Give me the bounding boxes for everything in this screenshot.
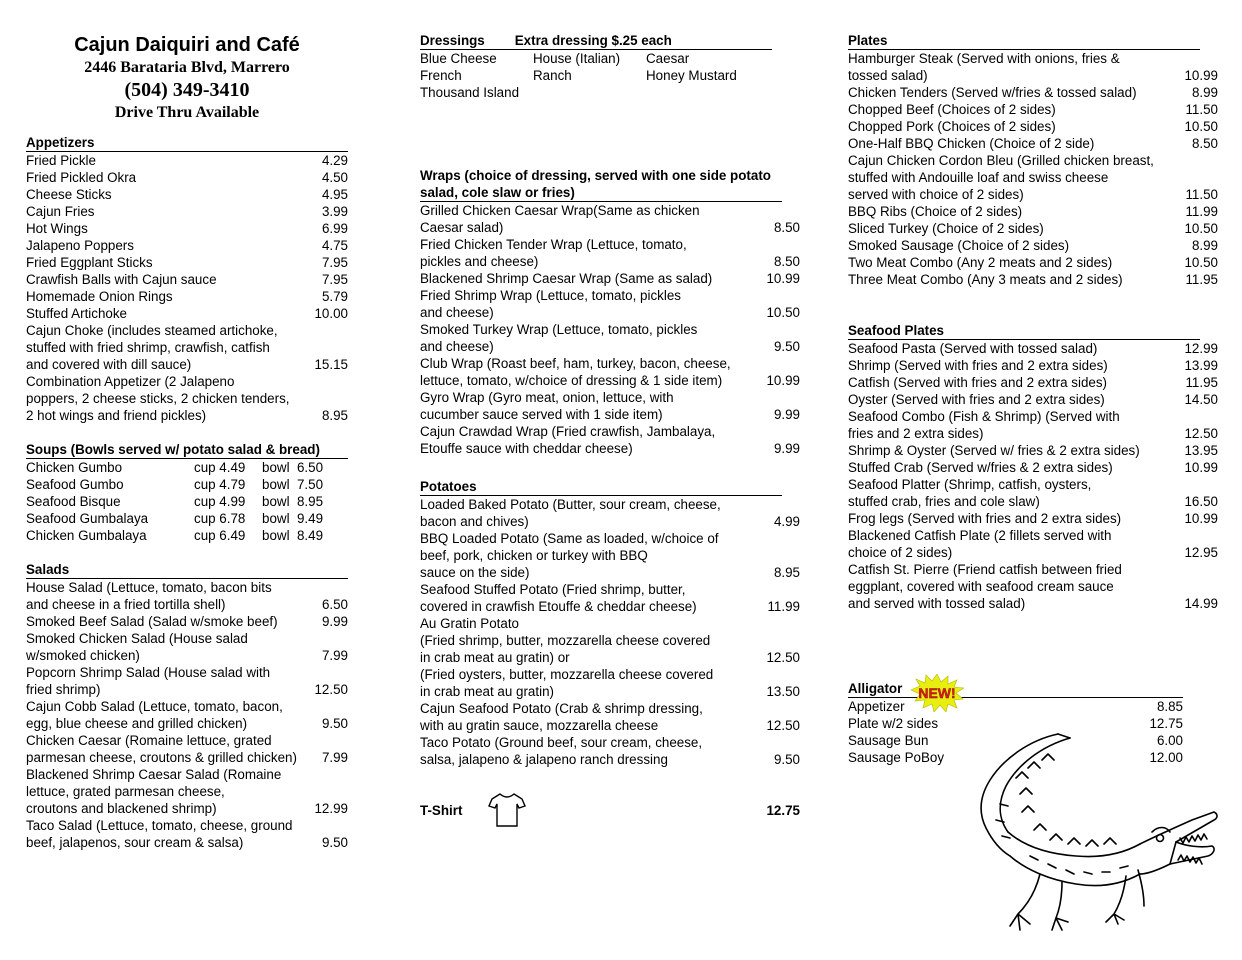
dressing-option: Blue Cheese [420, 51, 497, 66]
menu-item [848, 698, 1183, 715]
item-price: 10.99 [1184, 68, 1218, 83]
section-title: Potatoes [420, 478, 782, 496]
section-title: Salads [26, 561, 348, 579]
item-name: Club Wrap (Roast beef, ham, turkey, bacon, cheese, lettuce, tomato, w/choice of dressing & 1 side item) [420, 356, 731, 388]
item-price: 12.50 [766, 650, 800, 665]
item-price: 11.50 [1185, 102, 1218, 117]
item-price: 4.50 [321, 170, 348, 185]
restaurant-header [26, 32, 348, 124]
menu-item [26, 664, 348, 698]
menu-item [848, 271, 1218, 288]
tshirt-label: T-Shirt [420, 802, 463, 818]
item-name: BBQ Loaded Potato (Same as loaded, w/choice of beef, pork, chicken or turkey with BBQ sauce on the side) [420, 531, 719, 580]
section-title [420, 32, 772, 50]
menu-item [420, 700, 800, 734]
item-price: 12.00 [1149, 750, 1183, 765]
drive-thru-note: Drive Thru Available [114, 104, 260, 121]
menu-item [420, 202, 800, 236]
dressing-row [420, 84, 800, 101]
item-name: Fried Pickle [26, 153, 96, 168]
item-price: 8.95 [321, 408, 348, 423]
soup-item [26, 459, 348, 476]
item-price: 9.99 [773, 407, 800, 422]
item-price: 4.99 [773, 514, 800, 529]
item-price: 15.15 [314, 357, 348, 372]
soup-bowl-price: bowl 8.95 [262, 494, 324, 509]
soup-bowl-price: bowl 9.49 [262, 511, 324, 526]
item-price: 11.95 [1185, 375, 1218, 390]
section-title: Appetizers [26, 134, 348, 152]
item-price: 14.50 [1184, 392, 1218, 407]
item-name: One-Half BBQ Chicken (Choice of 2 side) [848, 136, 1095, 151]
dressing-option: Caesar [646, 51, 690, 66]
menu-item [848, 152, 1218, 203]
item-price: 8.50 [773, 220, 800, 235]
menu-column-right [848, 32, 1220, 783]
menu-item [848, 50, 1218, 84]
restaurant-name: Cajun Daiquiri and Café [74, 34, 300, 56]
item-name: Chopped Pork (Choices of 2 sides) [848, 119, 1056, 134]
section-title: Plates [848, 32, 1200, 50]
menu-item [420, 270, 800, 287]
alligator-illustration [930, 724, 1222, 938]
item-name: Taco Potato (Ground beef, sour cream, cheese, salsa, jalapeno & jalapeno ranch dressing [420, 735, 703, 767]
item-name: BBQ Ribs (Choice of 2 sides) [848, 204, 1023, 219]
item-name: Hamburger Steak (Served with onions, fries & tossed salad) [848, 51, 1120, 83]
item-price: 10.50 [766, 305, 800, 320]
item-name: Gyro Wrap (Gyro meat, onion, lettuce, with cucumber sauce served with 1 side item) [420, 390, 674, 422]
menu-item [26, 698, 348, 732]
item-name: (Fried oysters, butter, mozzarella cheese covered in crab meat au gratin) [420, 667, 714, 699]
menu-item [26, 271, 348, 288]
soup-bowl-price: bowl 8.49 [262, 528, 324, 543]
menu-item [26, 613, 348, 630]
item-price: 9.50 [321, 716, 348, 731]
item-name: Cajun Choke (includes steamed artichoke, stuffed with fried shrimp, crawfish, catfish and covered with dill sauce) [26, 323, 278, 372]
menu-item [848, 442, 1218, 459]
dressing-row [420, 50, 800, 67]
menu-item [420, 581, 800, 615]
dressing-option: Honey Mustard [646, 68, 737, 83]
item-name: Cajun Seafood Potato (Crab & shrimp dressing, with au gratin sauce, mozzarella cheese [420, 701, 703, 733]
item-price: 12.99 [314, 801, 348, 816]
item-price: 8.99 [1191, 85, 1218, 100]
item-name: Two Meat Combo (Any 2 meats and 2 sides) [848, 255, 1113, 270]
item-price: 9.50 [773, 752, 800, 767]
item-price: 8.95 [773, 565, 800, 580]
item-price: 9.99 [321, 614, 348, 629]
menu-item [26, 186, 348, 203]
item-price: 9.50 [321, 835, 348, 850]
menu-item [420, 632, 800, 666]
item-price: 12.50 [314, 682, 348, 697]
menu-item [26, 766, 348, 817]
item-price: 10.50 [1184, 221, 1218, 236]
item-price: 12.50 [766, 718, 800, 733]
item-price: 16.50 [1184, 494, 1218, 509]
item-name: Appetizer [848, 699, 905, 714]
item-price: 8.50 [773, 254, 800, 269]
menu-item [26, 305, 348, 322]
menu-section [420, 167, 800, 457]
item-name: Popcorn Shrimp Salad (House salad with fried shrimp) [26, 665, 271, 697]
menu-item [26, 322, 348, 373]
item-name: Blackened Shrimp Caesar Wrap (Same as salad) [420, 271, 713, 286]
item-name: Hot Wings [26, 221, 88, 236]
soup-bowl-price: bowl 6.50 [262, 460, 324, 475]
item-price: 9.50 [773, 339, 800, 354]
section-title: Soups (Bowls served w/ potato salad & bread) [26, 441, 348, 459]
item-name: Homemade Onion Rings [26, 289, 173, 304]
menu-item [26, 220, 348, 237]
item-name: Cajun Fries [26, 204, 95, 219]
soup-name: Seafood Gumbalaya [26, 511, 149, 526]
item-name: Blackened Catfish Plate (2 fillets served with choice of 2 sides) [848, 528, 1112, 560]
item-price: 10.50 [1184, 255, 1218, 270]
item-price: 10.99 [1184, 511, 1218, 526]
section-dressings [420, 32, 800, 101]
item-name: Cajun Cobb Salad (Lettuce, tomato, bacon, egg, blue cheese and grilled chicken) [26, 699, 283, 731]
item-name: Cajun Chicken Cordon Bleu (Grilled chicken breast, stuffed with Andouille loaf and swiss cheese served with choice of 2 sides) [848, 153, 1154, 202]
soup-cup-price: cup 6.49 [194, 528, 246, 543]
item-price: 7.99 [321, 750, 348, 765]
dressings-title: Dressings [420, 33, 485, 48]
menu-item [848, 203, 1218, 220]
soup-item [26, 476, 348, 493]
soup-name: Chicken Gumbo [26, 460, 123, 475]
menu-item [26, 732, 348, 766]
item-price: 6.00 [1156, 733, 1183, 748]
item-name: Seafood Pasta (Served with tossed salad) [848, 341, 1098, 356]
menu-item [848, 374, 1218, 391]
item-name: Smoked Sausage (Choice of 2 sides) [848, 238, 1070, 253]
dressing-option: French [420, 68, 462, 83]
menu-item [848, 237, 1218, 254]
item-price: 7.95 [321, 255, 348, 270]
item-price: 8.99 [1191, 238, 1218, 253]
new-starburst-icon [910, 674, 964, 712]
item-name: Crawfish Balls with Cajun sauce [26, 272, 217, 287]
menu-item [26, 373, 348, 424]
menu-item [848, 340, 1218, 357]
menu-item [420, 236, 800, 270]
section-title: Alligator [848, 680, 1183, 698]
left-sections [26, 134, 348, 851]
item-price: 12.99 [1184, 341, 1218, 356]
item-price: 10.00 [314, 306, 348, 321]
menu-item [420, 666, 800, 700]
dressing-option: House (Italian) [533, 51, 621, 66]
item-price: 4.29 [321, 153, 348, 168]
menu-item [848, 476, 1218, 510]
soup-name: Seafood Bisque [26, 494, 121, 509]
menu-section [848, 322, 1218, 612]
item-name: Seafood Platter (Shrimp, catfish, oysters, stuffed crab, fries and cole slaw) [848, 477, 1092, 509]
menu-item [26, 203, 348, 220]
item-name: Fried Pickled Okra [26, 170, 137, 185]
soup-cup-price: cup 4.99 [194, 494, 246, 509]
soup-name: Seafood Gumbo [26, 477, 124, 492]
item-price: 12.50 [1184, 426, 1218, 441]
item-price: 13.99 [1184, 358, 1218, 373]
menu-item [420, 389, 800, 423]
tshirt-row [420, 792, 800, 828]
menu-item [848, 220, 1218, 237]
menu-item [420, 615, 800, 632]
item-price: 11.50 [1185, 187, 1218, 202]
dressing-option: Thousand Island [420, 85, 520, 100]
item-price: 8.85 [1156, 699, 1183, 714]
item-price: 10.99 [766, 271, 800, 286]
menu-item [420, 321, 800, 355]
restaurant-address: 2446 Barataria Blvd, Marrero [84, 59, 290, 76]
item-price: 10.99 [1184, 460, 1218, 475]
item-name: Jalapeno Poppers [26, 238, 134, 253]
menu-item [26, 817, 348, 851]
item-name: Sliced Turkey (Choice of 2 sides) [848, 221, 1044, 236]
item-name: Cheese Sticks [26, 187, 112, 202]
item-name: Shrimp (Served with fries and 2 extra sides) [848, 358, 1108, 373]
item-name: Seafood Combo (Fish & Shrimp) (Served with fries and 2 extra sides) [848, 409, 1120, 441]
menu-item [848, 254, 1218, 271]
item-name: House Salad (Lettuce, tomato, bacon bits and cheese in a fried tortilla shell) [26, 580, 272, 612]
item-name: Loaded Baked Potato (Butter, sour cream, cheese, bacon and chives) [420, 497, 721, 529]
item-price: 11.99 [1185, 204, 1218, 219]
item-price: 4.75 [321, 238, 348, 253]
item-name: Catfish (Served with fries and 2 extra sides) [848, 375, 1107, 390]
item-name: Plate w/2 sides [848, 716, 939, 731]
dressing-option [646, 84, 759, 101]
item-name: Shrimp & Oyster (Served w/ fries & 2 extra sides) [848, 443, 1140, 458]
soup-cup-price: cup 4.49 [194, 460, 246, 475]
item-price: 5.79 [321, 289, 348, 304]
item-name: Fried Eggplant Sticks [26, 255, 153, 270]
item-name: Stuffed Crab (Served w/fries & 2 extra sides) [848, 460, 1113, 475]
item-name: Oyster (Served with fries and 2 extra sides) [848, 392, 1105, 407]
item-name: Three Meat Combo (Any 3 meats and 2 sides) [848, 272, 1123, 287]
menu-column-left [26, 32, 348, 868]
item-name: Taco Salad (Lettuce, tomato, cheese, ground beef, jalapenos, sour cream & salsa) [26, 818, 293, 850]
menu-item [420, 496, 800, 530]
item-price: 12.75 [1149, 716, 1183, 731]
menu-item [420, 355, 800, 389]
menu-section [848, 32, 1218, 288]
restaurant-phone: (504) 349-3410 [124, 79, 250, 101]
menu-item [848, 527, 1218, 561]
section-title: Wraps (choice of dressing, served with one side potato salad, cole slaw or fries) [420, 167, 782, 202]
dressing-row [420, 67, 800, 84]
menu-item [26, 630, 348, 664]
soup-cup-price: cup 4.79 [194, 477, 246, 492]
item-name: Cajun Crawdad Wrap (Fried crawfish, Jambalaya, Etouffe sauce with cheddar cheese) [420, 424, 716, 456]
dressing-option [533, 84, 646, 101]
menu-item [26, 288, 348, 305]
menu-item [420, 423, 800, 457]
item-price: 7.99 [321, 648, 348, 663]
item-price: 6.50 [321, 597, 348, 612]
menu-section [26, 134, 348, 424]
dressings-list [420, 50, 800, 101]
soup-item [26, 527, 348, 544]
item-price: 10.99 [766, 373, 800, 388]
right-sections [848, 32, 1220, 612]
tshirt-icon [488, 792, 526, 828]
menu-item [848, 101, 1218, 118]
menu-item [848, 84, 1218, 101]
dressing-option: Ranch [533, 68, 572, 83]
menu-item [26, 254, 348, 271]
menu-item [26, 152, 348, 169]
menu-item [26, 579, 348, 613]
item-name: (Fried shrimp, butter, mozzarella cheese covered in crab meat au gratin) or [420, 633, 711, 665]
menu-item [848, 135, 1218, 152]
menu-section [420, 478, 800, 768]
item-name: Chopped Beef (Choices of 2 sides) [848, 102, 1056, 117]
menu-item [420, 530, 800, 581]
menu-item [848, 408, 1218, 442]
item-name: Sausage Bun [848, 733, 929, 748]
item-price: 3.99 [321, 204, 348, 219]
menu-column-middle [420, 32, 800, 828]
middle-sections [420, 167, 800, 768]
section-title: Seafood Plates [848, 322, 1200, 340]
menu-item [848, 459, 1218, 476]
menu-item [848, 561, 1218, 612]
menu-item [848, 118, 1218, 135]
item-price: 4.95 [321, 187, 348, 202]
item-name: Smoked Beef Salad (Salad w/smoke beef) [26, 614, 278, 629]
item-name: Fried Shrimp Wrap (Lettuce, tomato, pickles and cheese) [420, 288, 681, 320]
item-name: Smoked Turkey Wrap (Lettuce, tomato, pickles and cheese) [420, 322, 698, 354]
item-price: 10.50 [1184, 119, 1218, 134]
item-name: Seafood Stuffed Potato (Fried shrimp, butter, covered in crawfish Etouffe & cheddar cheese) [420, 582, 697, 614]
soup-bowl-price: bowl 7.50 [262, 477, 324, 492]
menu-item [848, 391, 1218, 408]
item-price: 13.50 [766, 684, 800, 699]
item-price: 7.95 [321, 272, 348, 287]
item-name: Combination Appetizer (2 Jalapeno poppers, 2 cheese sticks, 2 chicken tenders, 2 hot wings and friend pickles) [26, 374, 290, 423]
item-name: Stuffed Artichoke [26, 306, 127, 321]
menu-item [848, 357, 1218, 374]
new-badge-text: NEW! [918, 685, 956, 701]
item-name: Sausage PoBoy [848, 750, 945, 765]
item-price: 11.95 [1185, 272, 1218, 287]
item-name: Chicken Tenders (Served w/fries & tossed salad) [848, 85, 1137, 100]
item-price: 13.95 [1184, 443, 1218, 458]
menu-item [26, 169, 348, 186]
item-name: Frog legs (Served with fries and 2 extra sides) [848, 511, 1122, 526]
item-price: 11.99 [767, 599, 800, 614]
item-name: Catfish St. Pierre (Friend catfish between fried eggplant, covered with seafood cream sauce and served with tossed salad) [848, 562, 1122, 611]
item-price: 9.99 [773, 441, 800, 456]
menu-item [420, 734, 800, 768]
item-name: Au Gratin Potato [420, 616, 519, 631]
soup-name: Chicken Gumbalaya [26, 528, 147, 543]
item-name: Chicken Caesar (Romaine lettuce, grated parmesan cheese, croutons & grilled chicken) [26, 733, 297, 765]
menu-item [26, 237, 348, 254]
item-name: Blackened Shrimp Caesar Salad (Romaine lettuce, grated parmesan cheese, croutons and blackened shrimp) [26, 767, 282, 816]
item-name: Grilled Chicken Caesar Wrap(Same as chicken Caesar salad) [420, 203, 700, 235]
menu-item [420, 287, 800, 321]
item-price: 6.99 [321, 221, 348, 236]
soup-item [26, 493, 348, 510]
item-name: Smoked Chicken Salad (House salad w/smoked chicken) [26, 631, 248, 663]
item-price: 14.99 [1184, 596, 1218, 611]
item-name: Fried Chicken Tender Wrap (Lettuce, tomato, pickles and cheese) [420, 237, 687, 269]
menu-section [26, 441, 348, 544]
soup-item [26, 510, 348, 527]
tshirt-price: 12.75 [766, 802, 800, 818]
dressings-extra-note: Extra dressing $.25 each [514, 33, 672, 48]
menu-item [848, 510, 1218, 527]
item-price: 12.95 [1184, 545, 1218, 560]
menu-section [26, 561, 348, 851]
soup-cup-price: cup 6.78 [194, 511, 246, 526]
item-price: 8.50 [1191, 136, 1218, 151]
